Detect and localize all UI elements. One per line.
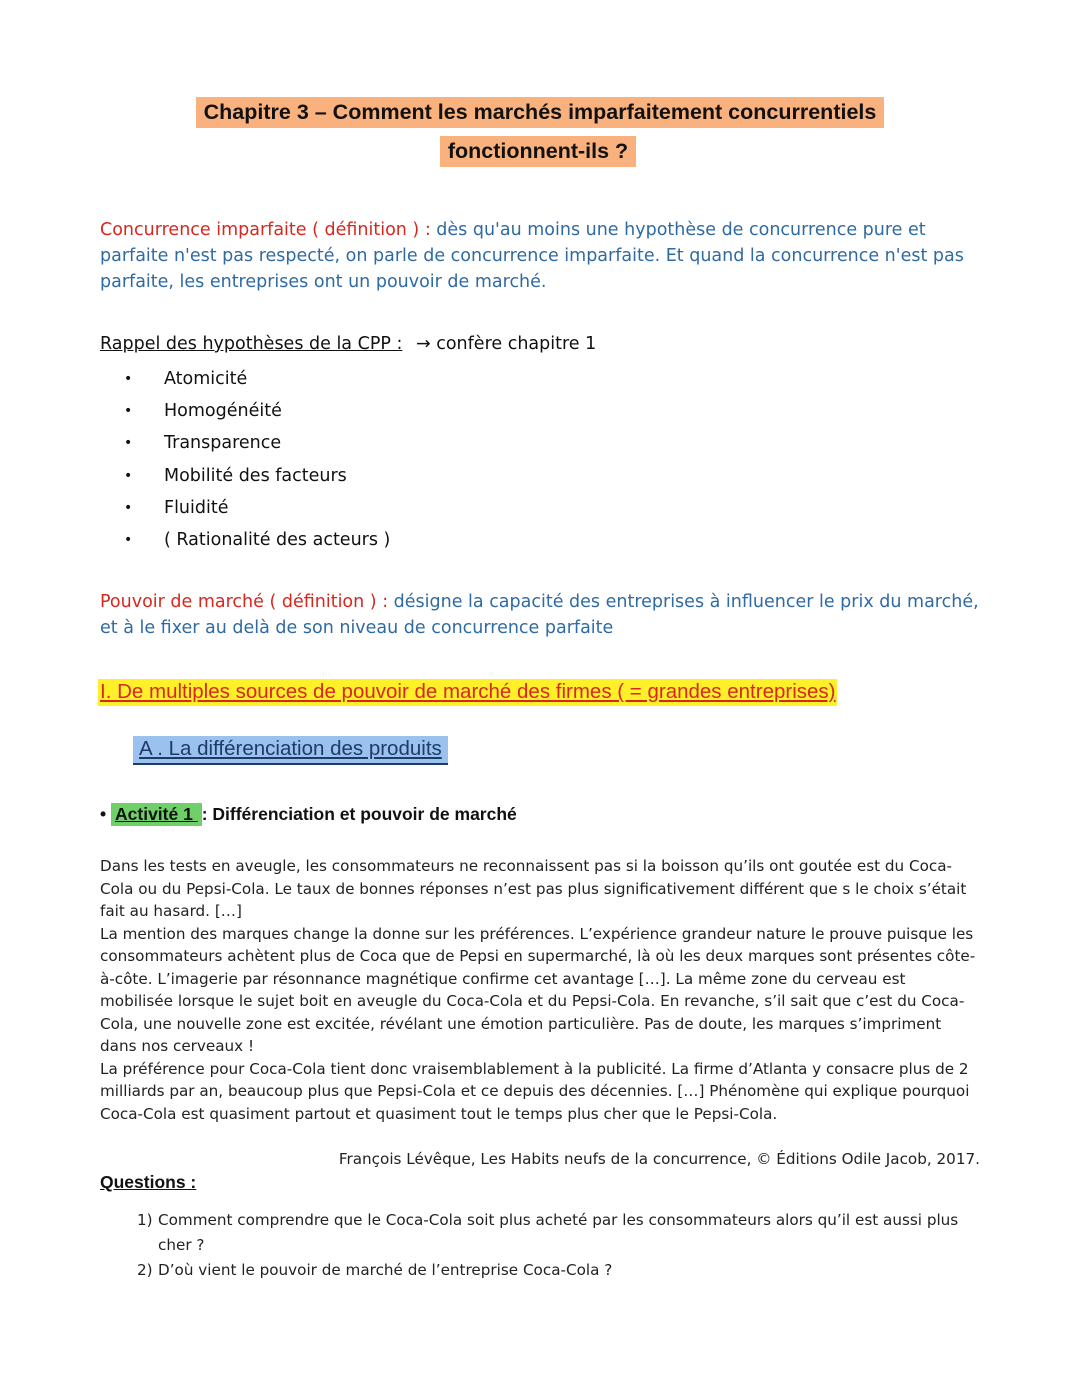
definition-term: Pouvoir de marché ( définition ) : bbox=[100, 592, 389, 612]
question-item-2: 2) D’où vient le pouvoir de marché de l’entreprise Coca-Cola ? bbox=[137, 1261, 613, 1279]
rappel-label: Rappel des hypothèses de la CPP : bbox=[100, 334, 403, 354]
paragraph: La mention des marques change la donne sur les préférences. L’expérience grandeur nature le prouve puisque les consommateurs achètent plus de Coca que de Pepsi en supermarché, là où les deux marques sont présentes côte-à-côte. L’imagerie par résonnance magnétique confirme cet avantage […]. La même zone du cerveau est mobilisée lorsque le sujet boit en aveugle du Coca-Cola et du Pepsi-Cola. En revanche, s’il sait que c’est du Coca-Cola, une nouvelle zone est excitée, révélant une émotion particulière. Pas de doute, les marques s’impriment dans nos cerveaux ! bbox=[100, 924, 976, 1055]
question-item-1: 1) Comment comprendre que le Coca-Cola soit plus acheté par les consommateurs alors qu’il est aussi plus cher ? bbox=[137, 1211, 959, 1254]
activity-label: Activité 1 bbox=[111, 803, 202, 826]
definition-text: dès qu'au moins une hypothèse de concurrence pure et parfaite n'est pas respecté, on parle de concurrence imparfaite. Et quand la concurrence n'est pas parfaite, les entreprises ont un pouvoir de marché. bbox=[100, 220, 964, 292]
paragraph: La préférence pour Coca-Cola tient donc vraisemblablement à la publicité. La firme d’Atlanta y consacre plus de 2 milliards par an, beaucoup plus que Pepsi-Cola et ce depuis des décennies. […] Phénomène qui explique pourquoi Coca-Cola est quasiment partout et quasiment tout le temps plus cher que le Pepsi-Cola. bbox=[100, 1059, 970, 1123]
activity-title: : Différenciation et pouvoir de marché bbox=[201, 804, 517, 824]
document-excerpt bbox=[100, 855, 980, 1125]
section-heading-1: I. De multiples sources de pouvoir de marché des firmes ( = grandes entreprises) bbox=[98, 680, 837, 704]
definition-pouvoir-de-marche bbox=[100, 589, 980, 641]
list-item: • Transparence bbox=[124, 433, 282, 454]
chapter-title-line-1: Chapitre 3 – Comment les marchés imparfaitement concurrentiels bbox=[0, 100, 1080, 125]
document-source: François Lévêque, Les Habits neufs de la concurrence, © Éditions Odile Jacob, 2017. bbox=[338, 1150, 980, 1168]
chapter-title-line-2: fonctionnent-ils ? bbox=[0, 139, 1078, 164]
definition-concurrence-imparfaite bbox=[100, 217, 980, 295]
list-item: • Homogénéité bbox=[124, 401, 282, 422]
list-item: • Atomicité bbox=[124, 369, 248, 389]
list-item: • Fluidité bbox=[124, 497, 229, 518]
definition-term: Concurrence imparfaite ( définition ) : bbox=[100, 220, 431, 240]
hypotheses-list bbox=[100, 367, 600, 560]
list-item: • ( Rationalité des acteurs ) bbox=[124, 529, 391, 550]
subsection-heading-a: A . La différenciation des produits bbox=[133, 737, 448, 761]
questions-heading: Questions : bbox=[100, 1172, 197, 1192]
list-item: • Mobilité des facteurs bbox=[124, 465, 347, 486]
paragraph: Dans les tests en aveugle, les consommateurs ne reconnaissent pas si la boisson qu’ils ont goutée est du Coca-Cola ou du Pepsi-Cola. Le taux de bonnes réponses n’est pas plus significativement différent que s le choix s’était fait au hasard. […] bbox=[100, 857, 967, 920]
activity-heading: • Activité 1 : Différenciation et pouvoir de marché bbox=[100, 804, 517, 824]
definition-text: désigne la capacité des entreprises à influencer le prix du marché, et à le fixer au delà de son niveau de concurrence parfaite bbox=[100, 592, 979, 638]
rappel-reference: → confère chapitre 1 bbox=[416, 334, 597, 354]
rappel-hypotheses bbox=[100, 334, 402, 354]
